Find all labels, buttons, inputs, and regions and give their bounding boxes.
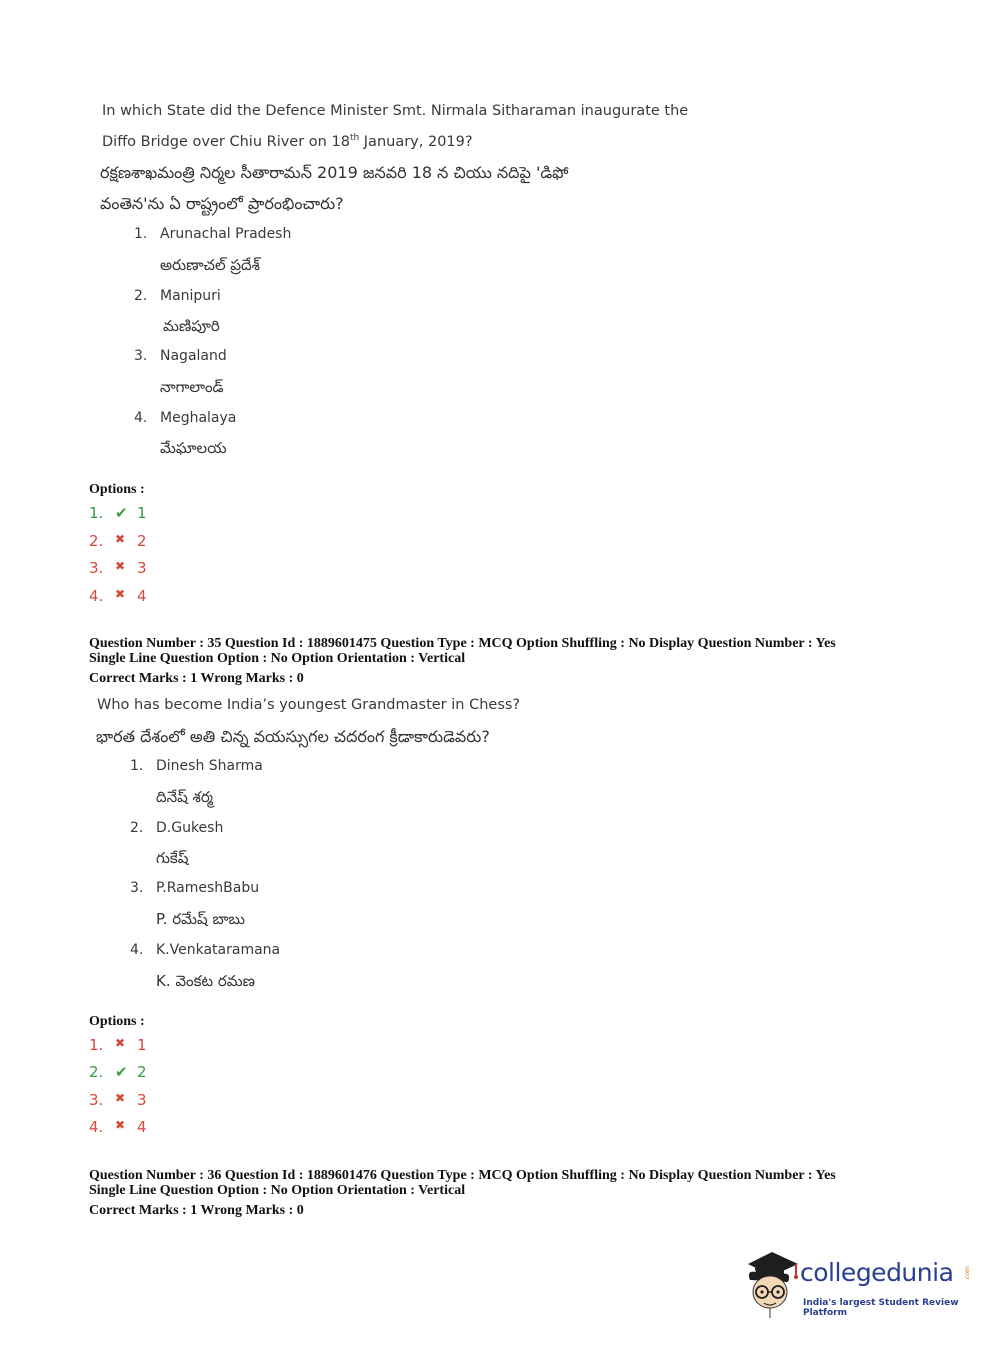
q35-option-2-te: గుకేష్ (156, 849, 189, 867)
q34-text-en-line2b: January, 2019? (359, 133, 473, 150)
answer-value: 2 (137, 532, 147, 550)
option-number: 3. (130, 880, 144, 896)
answer-value: 3 (137, 559, 147, 577)
answer-number: 3. (89, 559, 104, 577)
q34-option-3-te: నాగాలాండ్ (160, 378, 224, 396)
answer-value: 1 (137, 1036, 147, 1054)
option-number: 2. (130, 820, 144, 836)
q34-options-label: Options : (89, 482, 145, 497)
q35-option-2 (130, 820, 223, 836)
answer-number: 1. (89, 1036, 104, 1054)
q34-text-en-line1: In which State did the Defence Minister Smt. Nirmala Sitharaman inaugurate the (102, 103, 689, 119)
option-number: 4. (130, 942, 144, 958)
logo-com: .com (963, 1266, 971, 1281)
q35-text-en: Who has become India’s youngest Grandmaster in Chess? (97, 697, 521, 713)
check-mark-icon: ✔ (115, 504, 128, 522)
cross-mark-icon: ✖ (115, 587, 126, 601)
answer-number: 2. (89, 1063, 104, 1081)
q34-option-1 (134, 226, 291, 242)
q35-options-label: Options : (89, 1014, 145, 1029)
cross-mark-icon: ✖ (115, 1036, 126, 1050)
answer-number: 3. (89, 1091, 104, 1109)
q35-meta-line2: Single Line Question Option : No Option Orientation : Vertical (89, 651, 466, 666)
option-number: 2. (134, 288, 148, 304)
q34-text-en-sup: th (349, 133, 360, 143)
answer-value: 4 (137, 1118, 147, 1136)
option-text-en: Dinesh Sharma (156, 758, 263, 774)
q34-answer-3 (89, 559, 147, 577)
option-text-en: D.Gukesh (156, 820, 224, 836)
logo-tagline: India's largest Student Review Platform (803, 1298, 959, 1318)
answer-number: 2. (89, 532, 104, 550)
option-text-en: K.Venkataramana (156, 942, 281, 958)
q35-marks: Correct Marks : 1 Wrong Marks : 0 (89, 671, 304, 686)
q35-answer-3 (89, 1091, 147, 1109)
answer-value: 3 (137, 1091, 147, 1109)
q34-answer-1 (89, 504, 147, 522)
answer-value: 1 (137, 504, 147, 522)
answer-value: 2 (137, 1063, 147, 1081)
cross-mark-icon: ✖ (115, 532, 126, 546)
answer-number: 4. (89, 1118, 104, 1136)
q34-option-4 (134, 410, 236, 426)
check-mark-icon: ✔ (115, 1063, 128, 1081)
cross-mark-icon: ✖ (115, 1091, 126, 1105)
option-number: 4. (134, 410, 148, 426)
collegedunia-logo (742, 1250, 972, 1320)
q34-option-2 (134, 288, 221, 304)
q34-option-4-te: మేఘాలయ (160, 439, 227, 457)
answer-number: 4. (89, 587, 104, 605)
option-number: 1. (134, 226, 148, 242)
cross-mark-icon: ✖ (115, 559, 126, 573)
mascot-icon (742, 1250, 802, 1320)
cross-mark-icon: ✖ (115, 1118, 126, 1132)
option-text-en: Nagaland (160, 348, 227, 364)
answer-number: 1. (89, 504, 104, 522)
q34-option-1-te: అరుణాచల్ ప్రదేశ్ (160, 256, 260, 274)
answer-value: 4 (137, 587, 147, 605)
logo-name: collegedunia (800, 1258, 954, 1287)
q34-option-3 (134, 348, 227, 364)
q34-text-en-line2a: Diffo Bridge over Chiu River on 18 (102, 133, 350, 150)
q35-answer-2 (89, 1063, 147, 1081)
option-number: 3. (134, 348, 148, 364)
q34-answer-2 (89, 532, 147, 550)
q35-option-4 (130, 942, 280, 958)
q34-text-te-line1: రక్షణశాఖమంత్రి నిర్మల సీతారామన్ 2019 జనవరి 18 న చియు నదిపై 'డిఫో (100, 163, 569, 182)
q34-text-en-line2 (102, 133, 473, 150)
q35-text-te: భారత దేశంలో అతి చిన్న వయస్సుగల చదరంగ క్రీడాకారుడెవరు? (96, 727, 490, 746)
option-text-en: Meghalaya (160, 410, 237, 426)
q36-meta-line2: Single Line Question Option : No Option Orientation : Vertical (89, 1183, 466, 1198)
q35-meta-line1: Question Number : 35 Question Id : 1889601475 Question Type : MCQ Option Shuffling : No Display Question Number : Yes (89, 636, 836, 651)
q35-option-3-te: P. రమేష్ బాబు (156, 910, 245, 928)
q34-option-2-te: మణిపూరి (163, 317, 220, 335)
q36-marks: Correct Marks : 1 Wrong Marks : 0 (89, 1203, 304, 1218)
q36-meta-line1: Question Number : 36 Question Id : 1889601476 Question Type : MCQ Option Shuffling : No Display Question Number : Yes (89, 1168, 836, 1183)
q35-answer-4 (89, 1118, 147, 1136)
q34-answer-4 (89, 587, 147, 605)
q35-option-1 (130, 758, 263, 774)
option-text-en: Arunachal Pradesh (160, 226, 292, 242)
q35-option-3 (130, 880, 259, 896)
option-number: 1. (130, 758, 144, 774)
q35-option-4-te: K. వెంకట రమణ (156, 972, 255, 990)
q35-option-1-te: దినేష్ శర్మ (156, 788, 214, 806)
q35-answer-1 (89, 1036, 147, 1054)
option-text-en: Manipuri (160, 288, 221, 304)
option-text-en: P.RameshBabu (156, 880, 260, 896)
q34-text-te-line2: వంతెన'ను ఏ రాష్ట్రంలో ప్రారంభించారు? (100, 194, 344, 213)
